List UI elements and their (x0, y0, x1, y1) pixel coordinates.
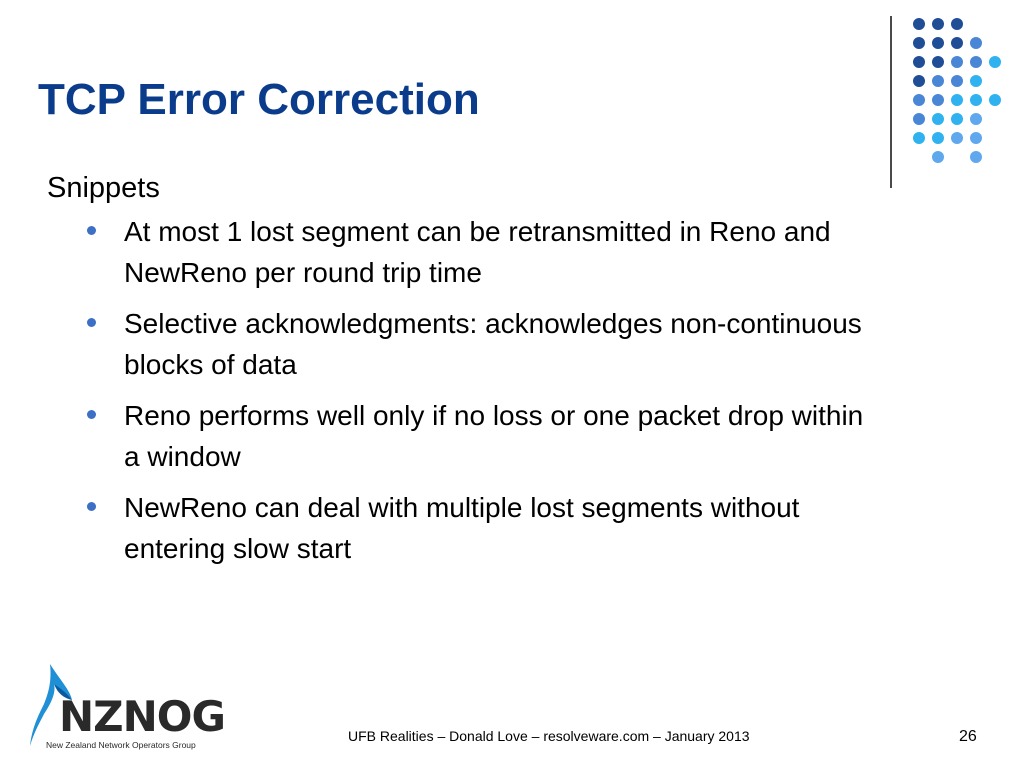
decorative-dot (951, 113, 963, 125)
decorative-dot-grid (905, 10, 1015, 170)
bullet-item (85, 211, 875, 293)
bullet-list (85, 211, 875, 579)
bullet-dot-icon (87, 318, 96, 327)
section-heading: Snippets (47, 172, 160, 204)
decorative-dot (913, 94, 925, 106)
decorative-dot (970, 94, 982, 106)
decorative-dot (951, 56, 963, 68)
decorative-dot (913, 37, 925, 49)
decorative-dot (932, 151, 944, 163)
decorative-dot (913, 18, 925, 30)
logo-tagline: New Zealand Network Operators Group (46, 740, 196, 750)
decorative-dot (913, 132, 925, 144)
decorative-dot (970, 132, 982, 144)
decorative-dot (932, 37, 944, 49)
bullet-dot-icon (87, 410, 96, 419)
nznog-logo (26, 662, 226, 754)
decorative-dot (913, 75, 925, 87)
bullet-text: NewReno can deal with multiple lost segments without entering slow start (124, 492, 800, 564)
decorative-dot (951, 75, 963, 87)
decorative-dot (932, 113, 944, 125)
logo-wordmark: NZNOG (59, 692, 225, 741)
bullet-dot-icon (87, 226, 96, 235)
bullet-text: Reno performs well only if no loss or one packet drop within a window (124, 400, 864, 472)
decorative-dot (951, 132, 963, 144)
decorative-dot (932, 132, 944, 144)
decorative-dot (932, 94, 944, 106)
decorative-dot (970, 113, 982, 125)
bullet-item (85, 395, 875, 477)
decorative-divider (890, 16, 892, 188)
decorative-dot (970, 56, 982, 68)
decorative-dot (951, 37, 963, 49)
bullet-item (85, 487, 875, 569)
decorative-dot (913, 113, 925, 125)
page-number: 26 (959, 728, 977, 745)
decorative-dot (970, 37, 982, 49)
decorative-dot (970, 75, 982, 87)
decorative-dot (989, 94, 1001, 106)
decorative-dot (970, 151, 982, 163)
decorative-dot (913, 56, 925, 68)
bullet-item (85, 303, 875, 385)
decorative-dot (932, 75, 944, 87)
bullet-text: At most 1 lost segment can be retransmitted in Reno and NewReno per round trip time (124, 216, 831, 288)
decorative-dot (932, 18, 944, 30)
decorative-dot (989, 56, 1001, 68)
slide-title: TCP Error Correction (38, 75, 480, 124)
decorative-dot (951, 18, 963, 30)
slide-footer: UFB Realities – Donald Love – resolveware.com – January 2013 (348, 728, 750, 744)
decorative-dot (951, 94, 963, 106)
bullet-text: Selective acknowledgments: acknowledges non-continuous blocks of data (124, 308, 862, 380)
bullet-dot-icon (87, 502, 96, 511)
decorative-dot (932, 56, 944, 68)
